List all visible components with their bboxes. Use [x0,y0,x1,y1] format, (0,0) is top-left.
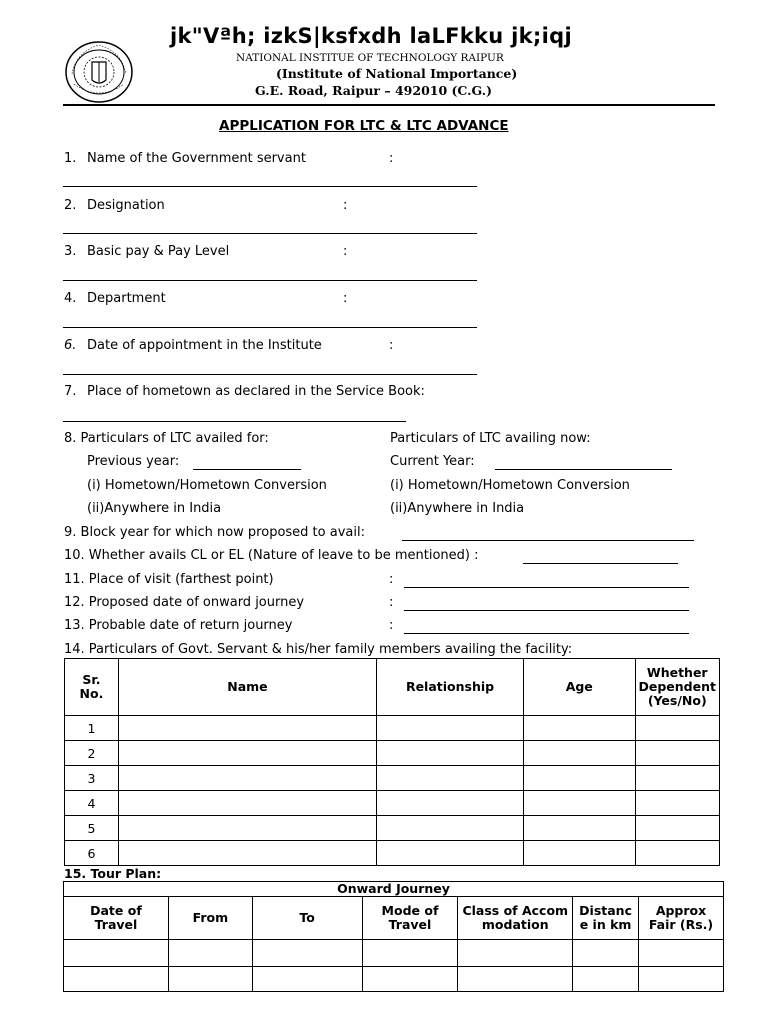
row-number: 2 [65,741,119,766]
field-colon: : [343,291,348,306]
basic-pay-input-line[interactable] [63,280,477,281]
institute-logo-icon [64,40,134,104]
field-colon: : [389,151,394,166]
place-of-visit-input-line[interactable] [404,587,689,588]
header-relationship: Relationship [377,659,524,716]
class-cell[interactable] [458,940,573,967]
field-label-name: Name of the Government servant [87,151,306,166]
department-input-line[interactable] [63,327,477,328]
tour-plan-table [63,881,724,992]
previous-year-label: Previous year: [87,454,180,469]
table-row [64,940,724,967]
mode-cell[interactable] [362,940,458,967]
class-cell[interactable] [458,967,573,992]
header-sr-no: Sr. No. [65,659,119,716]
field-colon: : [389,572,394,587]
field-colon: : [389,338,394,353]
header-approx-fare: Approx Fair (Rs.) [639,897,724,940]
fare-cell[interactable] [639,967,724,992]
relationship-cell[interactable] [377,816,524,841]
from-cell[interactable] [168,967,252,992]
appointment-date-input-line[interactable] [63,374,477,375]
name-cell[interactable] [118,766,376,791]
to-cell[interactable] [252,967,362,992]
row-number: 4 [65,791,119,816]
table-row [65,841,720,866]
field-number: 7. [64,384,77,399]
field-colon: : [343,244,348,259]
form-title: APPLICATION FOR LTC & LTC ADVANCE [219,118,509,134]
date-cell[interactable] [64,967,169,992]
header-name: Name [118,659,376,716]
tour-plan-label: 15. Tour Plan: [64,866,162,881]
header-divider [63,104,715,106]
header-mode-of-travel: Mode of Travel [362,897,458,940]
from-cell[interactable] [168,940,252,967]
field-label-basic-pay: Basic pay & Pay Level [87,244,230,259]
relationship-cell[interactable] [377,766,524,791]
institute-name: NATIONAL INSTITUE OF TECHNOLOGY RAIPUR [236,52,504,64]
relationship-cell[interactable] [377,716,524,741]
availing-option-anywhere: (ii)Anywhere in India [390,501,525,516]
date-cell[interactable] [64,940,169,967]
current-year-input-line[interactable] [495,469,672,470]
leave-nature-label: 10. Whether avails CL or EL (Nature of leave to be mentioned) : [64,548,479,563]
name-cell[interactable] [118,791,376,816]
family-members-table [64,658,720,866]
distance-cell[interactable] [573,967,639,992]
relationship-cell[interactable] [377,791,524,816]
relationship-cell[interactable] [377,741,524,766]
header-class-of-accommodation: Class of Accommodation [458,897,573,940]
row-number: 5 [65,816,119,841]
onward-date-input-line[interactable] [404,610,689,611]
name-cell[interactable] [118,816,376,841]
institute-status: (Institute of National Importance) [276,66,518,81]
name-cell[interactable] [118,841,376,866]
current-year-label: Current Year: [390,454,475,469]
to-cell[interactable] [252,940,362,967]
age-cell[interactable] [524,716,636,741]
field-colon: : [389,595,394,610]
header-to: To [252,897,362,940]
field-number: 2. [64,198,77,213]
table-row [65,766,720,791]
field-colon: : [343,198,348,213]
hindi-title: jk"Vªh; izkS|ksfxdh laLFkku jk;iqj [170,24,572,48]
ltc-availing-heading: Particulars of LTC availing now: [390,431,591,446]
field-label-designation: Designation [87,198,165,213]
distance-cell[interactable] [573,940,639,967]
table-row [64,967,724,992]
age-cell[interactable] [524,766,636,791]
field-colon: : [389,618,394,633]
dependent-cell[interactable] [635,841,720,866]
field-number: 6. [64,338,77,353]
table-row [65,791,720,816]
designation-input-line[interactable] [63,233,477,234]
availed-option-hometown: (i) Hometown/Hometown Conversion [87,478,327,493]
leave-nature-input-line[interactable] [523,563,678,564]
availed-option-anywhere: (ii)Anywhere in India [87,501,222,516]
header-distance: Distance in km [573,897,639,940]
name-cell[interactable] [118,741,376,766]
field-label-department: Department [87,291,166,306]
block-year-input-line[interactable] [402,540,694,541]
field-label-hometown: Place of hometown as declared in the Service Book: [87,384,425,399]
relationship-cell[interactable] [377,841,524,866]
return-date-label: 13. Probable date of return journey [64,618,293,633]
fare-cell[interactable] [639,940,724,967]
header-date-of-travel: Date of Travel [64,897,169,940]
name-cell[interactable] [118,716,376,741]
row-number: 1 [65,716,119,741]
table-row [65,816,720,841]
onward-journey-caption: Onward Journey [64,882,724,897]
age-cell[interactable] [524,816,636,841]
field-number: 3. [64,244,77,259]
dependent-cell[interactable] [635,741,720,766]
dependent-cell[interactable] [635,791,720,816]
return-date-input-line[interactable] [404,633,689,634]
age-cell[interactable] [524,841,636,866]
age-cell[interactable] [524,741,636,766]
field-number: 1. [64,151,77,166]
dependent-cell[interactable] [635,816,720,841]
mode-cell[interactable] [362,967,458,992]
table-row [65,716,720,741]
header-from: From [168,897,252,940]
row-number: 6 [65,841,119,866]
dependent-cell[interactable] [635,766,720,791]
previous-year-input-line[interactable] [193,469,301,470]
block-year-label: 9. Block year for which now proposed to avail: [64,525,365,540]
dependent-cell[interactable] [635,716,720,741]
header-dependent: Whether Dependent (Yes/No) [635,659,720,716]
ltc-availed-heading: 8. Particulars of LTC availed for: [64,431,269,446]
place-of-visit-label: 11. Place of visit (farthest point) [64,572,274,587]
age-cell[interactable] [524,791,636,816]
row-number: 3 [65,766,119,791]
header-age: Age [524,659,636,716]
table-row [65,741,720,766]
family-particulars-label: 14. Particulars of Govt. Servant & his/her family members availing the facility: [64,642,573,657]
hometown-input-line[interactable] [63,421,406,422]
name-input-line[interactable] [63,186,477,187]
field-label-appointment-date: Date of appointment in the Institute [87,338,322,353]
institute-address: G.E. Road, Raipur – 492010 (C.G.) [255,83,492,98]
onward-date-label: 12. Proposed date of onward journey [64,595,305,610]
field-number: 4. [64,291,77,306]
availing-option-hometown: (i) Hometown/Hometown Conversion [390,478,630,493]
